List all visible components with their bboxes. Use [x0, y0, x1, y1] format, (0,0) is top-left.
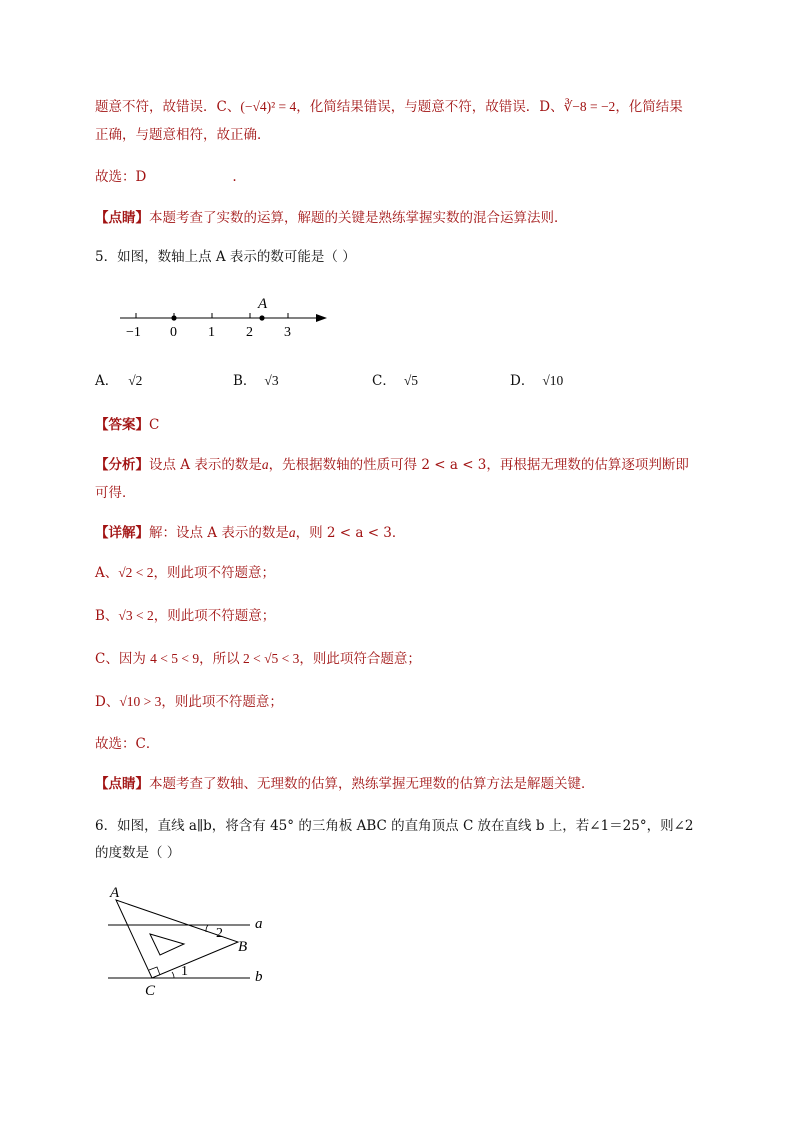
option-value: √10 [542, 373, 564, 388]
prev-text: ，化简结果 [615, 99, 683, 115]
line-b-label: b [255, 969, 263, 985]
prev-line-2: 正确，与题意相符，故正确． [95, 127, 271, 143]
item-head: B、 [95, 608, 119, 624]
item-head: C、因为 [95, 651, 151, 667]
vertex-b-label: B [238, 939, 248, 955]
tick-label: 2 [246, 325, 253, 340]
q5-number-line-figure [110, 290, 340, 345]
item-tail: ，则此项不符题意； [153, 608, 276, 624]
number-line-arrow [316, 314, 327, 322]
angle-1-arc [172, 972, 174, 978]
item-head: A、 [95, 565, 119, 581]
item-head: D、 [95, 694, 120, 710]
option-value: √2 [128, 373, 143, 388]
q5-item-a [95, 563, 275, 583]
detail-tag: 【详解】 [95, 525, 149, 541]
item-math: √10 > 3 [119, 694, 162, 709]
q5-comment [95, 774, 595, 794]
q5-analysis-line-1 [95, 455, 689, 475]
item-math: 4 < 5 < 9，所以 2 < √5 < 3 [150, 651, 300, 666]
item-math: √3 < 2 [118, 608, 154, 623]
q5-item-b [95, 606, 275, 626]
item-tail: ，则此项符合题意； [299, 651, 421, 667]
analysis-text: 设点 A 表示的数是 [149, 457, 262, 473]
vertex-c-label: C [145, 983, 156, 999]
detail-text: 解：设点 A 表示的数是 [149, 525, 289, 541]
tick-label: 0 [170, 325, 177, 340]
tick-label: 3 [284, 325, 291, 340]
q5-option-a [95, 371, 142, 391]
q5-option-b [233, 371, 279, 391]
vertex-a-label: A [110, 885, 120, 901]
item-math: √2 < 2 [118, 565, 154, 580]
detail-text: ，则 2 < a < 3． [295, 525, 406, 541]
prev-math: (−√4)² = 4 [240, 99, 297, 114]
comment-tag: 【点睛】 [95, 210, 149, 226]
q6-triangle-figure [100, 880, 280, 1005]
angle-2-label: 2 [216, 926, 223, 941]
comment-tag: 【点睛】 [95, 776, 149, 792]
prev-answer [95, 167, 237, 187]
q5-analysis-line-2: 可得． [95, 485, 136, 501]
comment-text: 本题考查了实数的运算，解题的关键是熟练掌握实数的混合运算法则． [149, 210, 568, 226]
prev-comment [95, 208, 568, 228]
prev-answer-dot: . [232, 169, 237, 185]
triangle-inner [150, 934, 184, 955]
prev-math: ∛−8 = −2 [563, 99, 616, 114]
item-tail: ，则此项不符题意； [153, 565, 276, 581]
analysis-var: a [261, 457, 269, 472]
q5-final-answer: 故选：C． [95, 736, 160, 752]
detail-var: a [288, 525, 296, 540]
option-letter: B． [233, 373, 257, 389]
analysis-tag: 【分析】 [95, 457, 149, 473]
angle-1-label: 1 [181, 964, 188, 979]
option-value: √5 [403, 373, 419, 388]
prev-text: 题意不符，故错误．C、 [95, 99, 241, 115]
prev-text: ，化简结果错误，与题意不符，故错误．D、 [296, 99, 564, 115]
prev-answer-text: 故选：D [95, 169, 147, 185]
option-value: √3 [264, 373, 279, 388]
q5-option-d [510, 371, 563, 391]
q5-item-d [95, 692, 283, 712]
option-letter: A． [95, 373, 119, 389]
prev-line-1 [95, 97, 683, 117]
q5-item-c [95, 649, 421, 669]
analysis-text: ，先根据数轴的性质可得 2 < a < 3，再根据无理数的估算逐项判断即 [268, 457, 689, 473]
answer-text: C [149, 417, 160, 433]
point-a-label: A [258, 296, 268, 312]
right-angle-mark [149, 967, 160, 975]
tick-label: −1 [126, 325, 141, 340]
option-letter: C． [372, 373, 396, 389]
option-letter: D． [510, 373, 535, 389]
line-a-label: a [255, 916, 263, 932]
comment-text: 本题考查了数轴、无理数的估算，熟练掌握无理数的估算方法是解题关键． [149, 776, 595, 792]
answer-tag: 【答案】 [95, 417, 149, 433]
q5-answer [95, 415, 159, 435]
q5-detail [95, 523, 405, 543]
point-a-dot [259, 315, 264, 320]
q6-stem-line-1: 6．如图，直线 a∥b，将含有 45° 的三角板 ABC 的直角顶点 C 放在直线 b 上，若∠1＝25°，则∠2 [95, 818, 694, 834]
q6-stem-line-2: 的度数是（ ） [95, 845, 181, 861]
tick-label: 1 [208, 325, 215, 340]
item-tail: ，则此项不符题意； [161, 694, 283, 710]
origin-dot [171, 315, 176, 320]
q5-option-c [372, 371, 418, 391]
q5-stem: 5．如图，数轴上点 A 表示的数可能是（ ） [95, 249, 356, 265]
